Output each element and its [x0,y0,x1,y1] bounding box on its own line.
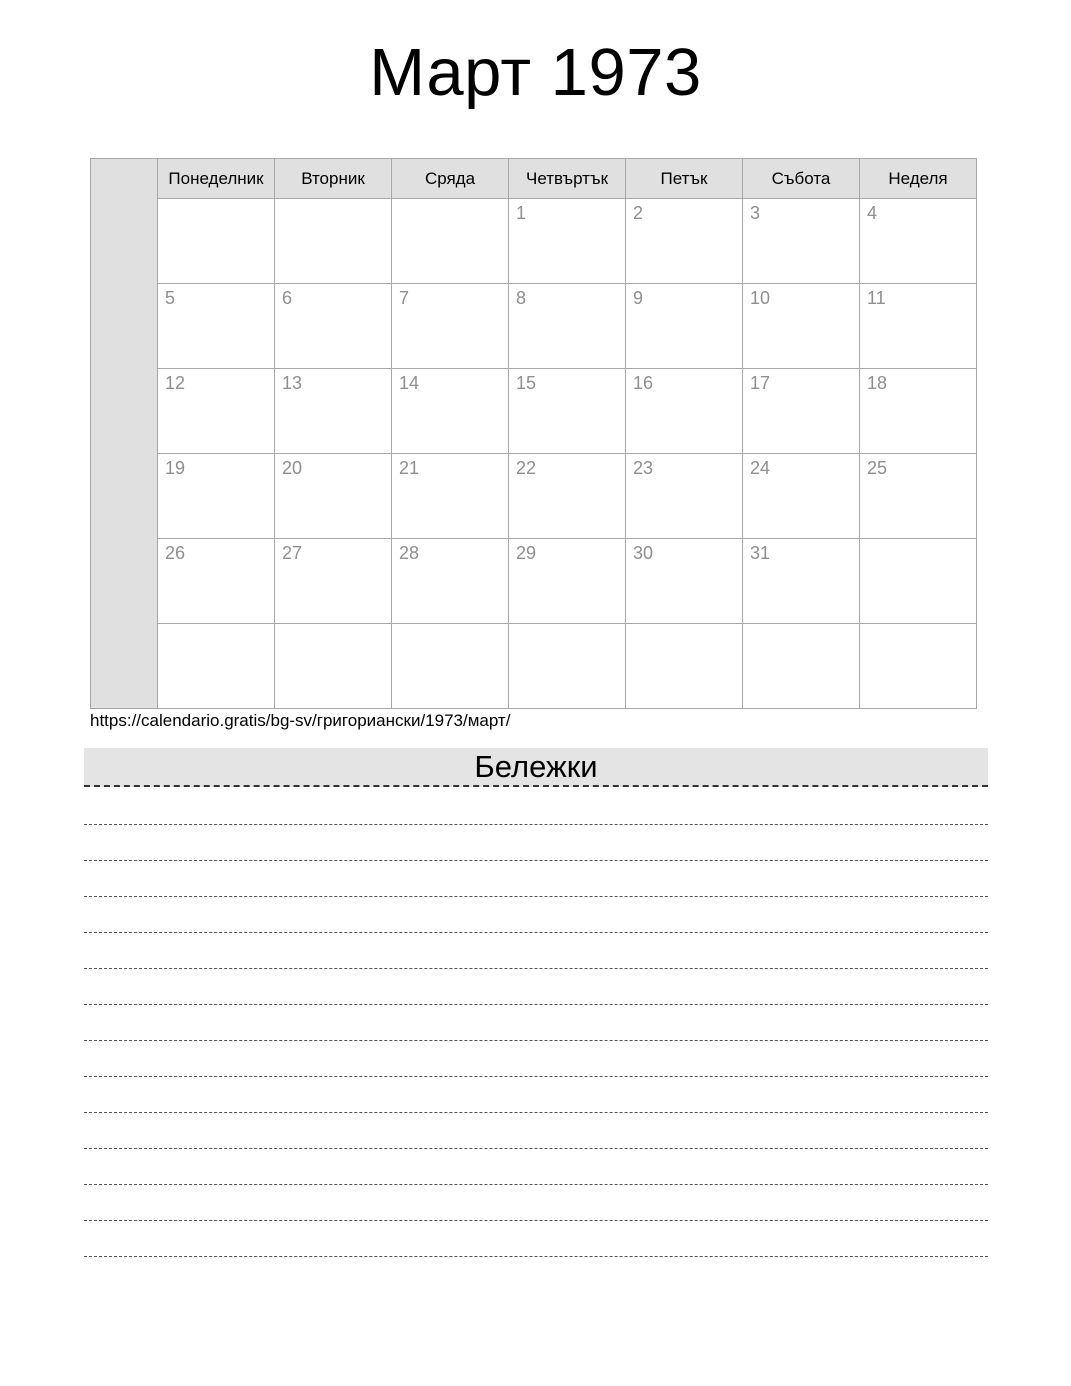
date-number: 21 [399,458,420,478]
notes-heading: Бележки [84,748,988,787]
date-number: 10 [750,288,771,308]
date-cell [743,624,860,709]
notes-line [84,1041,988,1077]
source-url: https://calendario.gratis/bg-sv/григориански/1973/март/ [90,711,511,730]
notes-line [84,969,988,1005]
date-cell [743,369,860,454]
date-number: 2 [633,203,644,223]
date-number: 28 [399,543,420,563]
date-cell [743,284,860,369]
calendar-week-row [91,284,977,369]
date-number: 6 [282,288,293,308]
date-cell [158,454,275,539]
notes-line [84,1077,988,1113]
date-number: 17 [750,373,771,393]
date-number: 27 [282,543,303,563]
date-number: 4 [867,203,878,223]
day-header-thursday: Четвъртък [509,159,626,199]
notes-line [84,933,988,969]
date-cell [860,624,977,709]
date-number: 8 [516,288,527,308]
date-number: 30 [633,543,654,563]
day-header-wednesday: Сряда [392,159,509,199]
date-cell [860,199,977,284]
notes-line [84,1005,988,1041]
page-title: Март 1973 [369,35,702,110]
notes-line [84,1149,988,1185]
date-cell [626,284,743,369]
date-cell [860,284,977,369]
calendar-week-row [91,199,977,284]
date-number: 12 [165,373,186,393]
date-number: 24 [750,458,771,478]
date-number: 7 [399,288,410,308]
day-header-saturday: Събота [743,159,860,199]
date-cell [392,454,509,539]
date-number: 31 [750,543,771,563]
day-header-tuesday: Вторник [275,159,392,199]
date-number: 26 [165,543,186,563]
gutter-column [91,159,158,709]
date-number: 18 [867,373,888,393]
date-cell [626,199,743,284]
calendar-week-row [91,624,977,709]
notes-line [84,789,988,825]
date-number: 15 [516,373,537,393]
calendar-week-row [91,369,977,454]
notes-line [84,1113,988,1149]
date-number: 16 [633,373,654,393]
date-number: 14 [399,373,420,393]
date-number: 13 [282,373,303,393]
date-cell [626,539,743,624]
date-number: 23 [633,458,654,478]
date-cell [392,284,509,369]
date-number: 19 [165,458,186,478]
date-number: 5 [165,288,176,308]
calendar-week-row [91,454,977,539]
date-cell [275,539,392,624]
date-cell [860,454,977,539]
date-number: 9 [633,288,644,308]
notes-line [84,861,988,897]
date-number: 3 [750,203,761,223]
date-cell [626,454,743,539]
date-number: 1 [516,203,527,223]
date-cell [158,369,275,454]
date-cell [275,369,392,454]
date-number: 11 [867,288,886,308]
notes-line [84,1221,988,1257]
date-cell [509,369,626,454]
date-cell [743,199,860,284]
day-header-monday: Понеделник [158,159,275,199]
date-number: 20 [282,458,303,478]
date-cell [392,539,509,624]
date-cell [860,539,977,624]
day-header-friday: Петък [626,159,743,199]
notes-line [84,897,988,933]
date-cell [743,539,860,624]
notes-line [84,1185,988,1221]
date-cell [275,284,392,369]
date-cell [626,624,743,709]
date-cell [509,454,626,539]
date-cell [509,199,626,284]
date-cell [275,199,392,284]
date-cell [158,539,275,624]
date-cell [158,284,275,369]
date-cell [509,624,626,709]
date-cell [392,199,509,284]
date-number: 25 [867,458,888,478]
date-cell [509,284,626,369]
day-header-sunday: Неделя [860,159,977,199]
notes-line [84,825,988,861]
date-cell [392,624,509,709]
calendar-week-row [91,539,977,624]
weekday-header-row [91,159,977,199]
date-cell [392,369,509,454]
date-cell [158,624,275,709]
date-cell [509,539,626,624]
date-cell [275,454,392,539]
date-cell [158,199,275,284]
calendar-table [90,158,977,709]
date-number: 22 [516,458,537,478]
date-cell [860,369,977,454]
date-cell [743,454,860,539]
date-cell [275,624,392,709]
notes-section [84,789,988,1257]
date-cell [626,369,743,454]
date-number: 29 [516,543,537,563]
